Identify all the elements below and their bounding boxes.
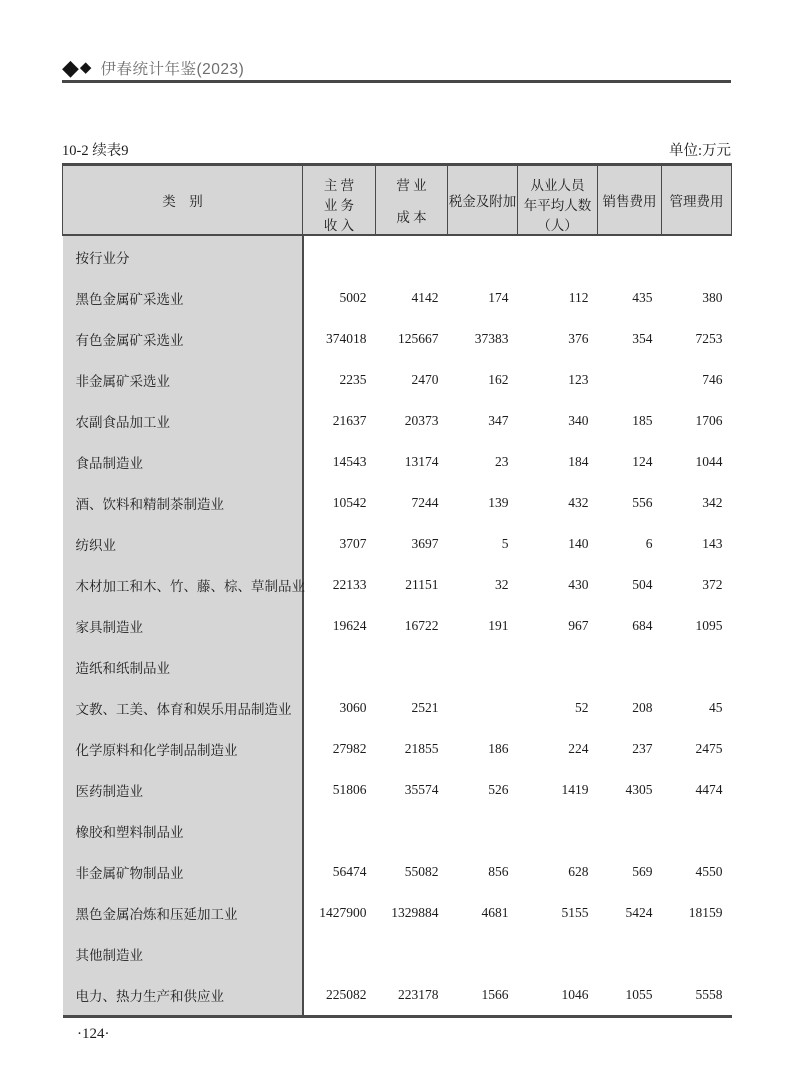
row-value: 185	[632, 412, 653, 428]
row-value: 746	[702, 371, 723, 387]
header-line: 营 业	[396, 178, 427, 193]
row-value: 45	[709, 699, 723, 715]
table-row	[63, 318, 732, 359]
row-value: 2475	[695, 740, 723, 756]
row-value: 5	[501, 535, 509, 551]
row-value: 208	[632, 699, 653, 715]
row-value	[376, 810, 448, 851]
row-category: 黑色金属冶炼和压延加工业	[63, 892, 303, 933]
header-category-label: 类 别	[162, 194, 203, 209]
table-row	[63, 933, 732, 974]
header-line: 收 入	[323, 218, 355, 233]
header-operating-cost	[376, 165, 448, 236]
row-value: 4550	[695, 863, 723, 879]
row-value: 340	[568, 412, 589, 428]
row-value: 32	[495, 576, 509, 592]
header-category	[63, 165, 303, 236]
row-value: 1329884	[391, 904, 439, 920]
header-employees	[518, 165, 598, 236]
row-category: 电力、热力生产和供应业	[63, 974, 303, 1017]
row-value: 16722	[404, 617, 439, 633]
row-value	[662, 933, 732, 974]
diamond-small-icon: ◆	[79, 59, 92, 76]
row-category: 按行业分	[63, 235, 303, 277]
row-value: 374018	[326, 330, 367, 346]
row-value	[598, 235, 662, 277]
header-admin-expense-label: 管理费用	[669, 194, 724, 209]
row-value: 372	[702, 576, 723, 592]
row-value: 4474	[695, 781, 723, 797]
row-value: 112	[568, 289, 589, 305]
row-category: 橡胶和塑料制品业	[63, 810, 303, 851]
row-value	[662, 810, 732, 851]
row-value	[448, 687, 518, 728]
row-value	[303, 646, 376, 687]
table-row	[63, 441, 732, 482]
title-rule	[62, 80, 731, 83]
row-value: 1046	[518, 974, 598, 1017]
row-value: 191	[488, 617, 509, 633]
header-main-revenue	[303, 165, 376, 236]
row-value: 3697	[411, 535, 439, 551]
table-caption-row	[62, 139, 731, 160]
row-category: 农副食品加工业	[63, 400, 303, 441]
row-value: 4681	[481, 904, 509, 920]
row-value: 5155	[561, 904, 589, 920]
row-value: 123	[568, 371, 589, 387]
row-value: 224	[568, 740, 589, 756]
row-value: 4305	[625, 781, 653, 797]
row-value: 347	[488, 412, 509, 428]
header-line: 年平均人数	[523, 198, 592, 213]
row-category: 黑色金属矿采选业	[63, 277, 303, 318]
statistics-table-wrapper	[62, 163, 732, 1018]
diamond-large-icon: ◆	[62, 55, 79, 80]
row-category: 文教、工美、体育和娱乐用品制造业	[63, 687, 303, 728]
row-value	[448, 810, 518, 851]
unit-label: 单位:万元	[668, 143, 731, 159]
row-value	[448, 933, 518, 974]
table-row	[63, 400, 732, 441]
table-row	[63, 728, 732, 769]
table-row	[63, 277, 732, 318]
row-value: 21151	[405, 576, 439, 592]
row-value	[518, 810, 598, 851]
row-category: 化学原料和化学制品制造业	[63, 728, 303, 769]
row-value: 504	[632, 576, 653, 592]
row-value: 186	[488, 740, 509, 756]
row-value: 526	[488, 781, 509, 797]
row-value: 2235	[339, 371, 367, 387]
table-row	[63, 687, 732, 728]
row-value: 1095	[695, 617, 723, 633]
row-value	[518, 235, 598, 277]
table-row	[63, 851, 732, 892]
row-category: 其他制造业	[63, 933, 303, 974]
row-value: 3707	[339, 535, 367, 551]
row-value: 569	[632, 863, 653, 879]
row-value	[518, 646, 598, 687]
row-value: 967	[568, 617, 589, 633]
row-value: 237	[632, 740, 653, 756]
row-category: 非金属矿采选业	[63, 359, 303, 400]
row-value: 628	[568, 863, 589, 879]
row-value: 143	[702, 535, 723, 551]
row-value: 684	[632, 617, 653, 633]
header-tax-label: 税金及附加	[448, 194, 517, 209]
header-line: 业 务	[323, 198, 355, 213]
row-value: 52	[575, 699, 589, 715]
table-row	[63, 769, 732, 810]
header-main-revenue-label	[303, 166, 375, 234]
row-value: 124	[632, 453, 653, 469]
row-value: 3060	[339, 699, 367, 715]
statistics-table	[62, 163, 732, 1018]
row-category: 木材加工和木、竹、藤、棕、草制品业	[63, 564, 303, 605]
row-value: 21637	[332, 412, 367, 428]
row-value: 1427900	[319, 904, 367, 920]
row-value	[598, 933, 662, 974]
row-value: 56474	[332, 863, 367, 879]
row-value	[518, 933, 598, 974]
row-value: 1706	[695, 412, 723, 428]
table-row	[63, 564, 732, 605]
row-value	[598, 810, 662, 851]
table-row	[63, 359, 732, 400]
table-body	[63, 235, 732, 1017]
row-value: 184	[568, 453, 589, 469]
header-employees-label	[518, 166, 597, 234]
table-row	[63, 482, 732, 523]
header-operating-cost-label	[376, 166, 447, 234]
row-value	[662, 235, 732, 277]
row-value: 556	[632, 494, 653, 510]
row-value	[448, 235, 518, 277]
row-value: 125667	[398, 330, 439, 346]
row-value: 174	[488, 289, 509, 305]
table-header	[63, 165, 732, 236]
table-row	[63, 235, 732, 277]
row-value: 6	[645, 535, 653, 551]
header-selling-expense	[598, 165, 662, 236]
header-line: 成 本	[396, 210, 427, 225]
row-value: 4142	[411, 289, 439, 305]
row-value	[303, 235, 376, 277]
row-value: 342	[702, 494, 723, 510]
table-row	[63, 523, 732, 564]
header-line: （人）	[537, 218, 578, 233]
row-value	[376, 646, 448, 687]
row-value: 35574	[404, 781, 439, 797]
row-category: 非金属矿物制品业	[63, 851, 303, 892]
header-line: 从业人员	[530, 178, 585, 193]
row-value: 430	[568, 576, 589, 592]
row-value: 376	[568, 330, 589, 346]
row-value: 1566	[448, 974, 518, 1017]
table-row	[63, 605, 732, 646]
row-value: 10542	[332, 494, 367, 510]
row-value: 23	[495, 453, 509, 469]
table-row	[63, 646, 732, 687]
row-value: 13174	[404, 453, 439, 469]
header-line: 主 营	[323, 178, 355, 193]
row-value: 223178	[376, 974, 448, 1017]
row-value: 21855	[404, 740, 439, 756]
brand-bar	[62, 56, 244, 80]
row-value: 1044	[695, 453, 723, 469]
row-category: 有色金属矿采选业	[63, 318, 303, 359]
row-value: 856	[488, 863, 509, 879]
header-row	[63, 165, 732, 236]
row-value: 5002	[339, 289, 367, 305]
row-value: 140	[568, 535, 589, 551]
row-value: 1419	[561, 781, 589, 797]
table-row	[63, 974, 732, 1017]
row-category: 家具制造业	[63, 605, 303, 646]
row-value: 354	[632, 330, 653, 346]
row-value: 2521	[411, 699, 439, 715]
row-value: 432	[568, 494, 589, 510]
row-value: 22133	[332, 576, 367, 592]
header-selling-expense-label: 销售费用	[602, 194, 657, 209]
page-number: ·124·	[77, 1026, 110, 1042]
row-value: 51806	[332, 781, 367, 797]
row-value: 55082	[404, 863, 439, 879]
row-value: 435	[632, 289, 653, 305]
row-value: 14543	[332, 453, 367, 469]
row-category: 医药制造业	[63, 769, 303, 810]
row-category: 食品制造业	[63, 441, 303, 482]
table-row	[63, 810, 732, 851]
row-value	[448, 646, 518, 687]
header-admin-expense	[662, 165, 732, 236]
row-value: 20373	[404, 412, 439, 428]
table-number-label: 10-2 续表9	[62, 143, 129, 159]
row-value: 2470	[411, 371, 439, 387]
row-value	[303, 933, 376, 974]
row-value: 19624	[332, 617, 367, 633]
row-value	[376, 235, 448, 277]
row-value: 7253	[695, 330, 723, 346]
row-value: 225082	[303, 974, 376, 1017]
row-value	[376, 933, 448, 974]
yearbook-title: 伊春统计年鉴(2023)	[100, 61, 245, 78]
row-category: 造纸和纸制品业	[63, 646, 303, 687]
row-value: 380	[702, 289, 723, 305]
row-value: 37383	[474, 330, 509, 346]
row-value	[662, 646, 732, 687]
row-value: 139	[488, 494, 509, 510]
header-tax	[448, 165, 518, 236]
row-value: 162	[488, 371, 509, 387]
row-category: 纺织业	[63, 523, 303, 564]
row-value: 5558	[662, 974, 732, 1017]
row-value: 7244	[411, 494, 439, 510]
row-value: 5424	[625, 904, 653, 920]
row-value: 27982	[332, 740, 367, 756]
row-value: 1055	[598, 974, 662, 1017]
row-category: 酒、饮料和精制茶制造业	[63, 482, 303, 523]
row-value	[598, 359, 662, 400]
row-value	[598, 646, 662, 687]
table-row	[63, 892, 732, 933]
row-value: 18159	[688, 904, 723, 920]
row-value	[303, 810, 376, 851]
